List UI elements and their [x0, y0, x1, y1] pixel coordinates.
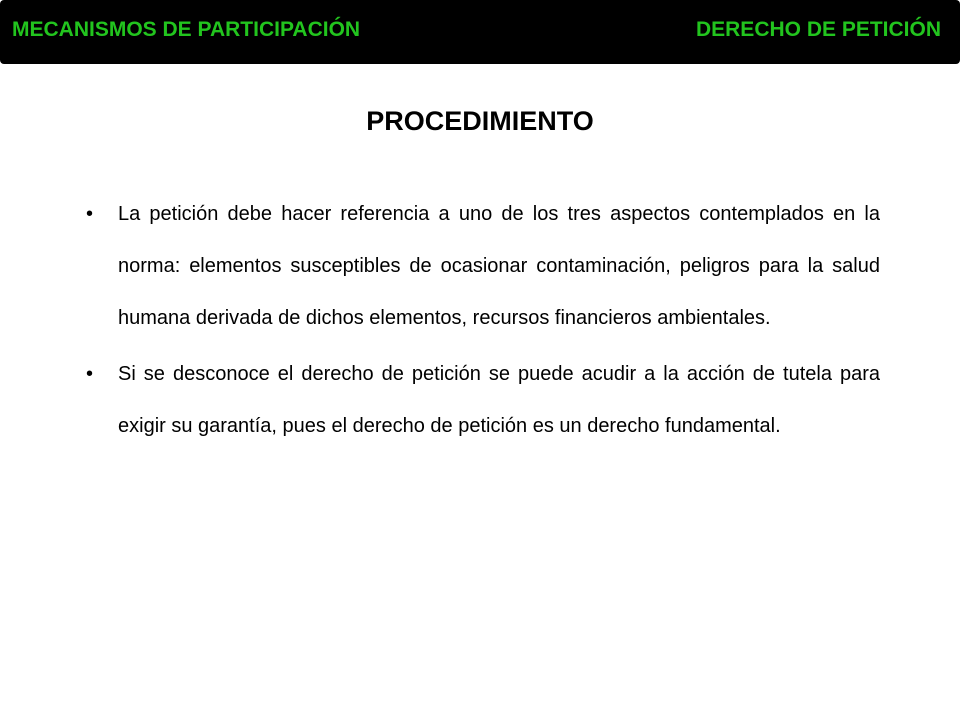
- bullet-item: [86, 348, 880, 452]
- slide-title: PROCEDIMIENTO: [366, 106, 594, 136]
- bullet-marker: •: [86, 203, 94, 225]
- bullet-list: [0, 188, 960, 456]
- bullet-text: La petición debe hacer referencia a uno de los tres aspectos contemplados en la norma: elementos susceptibles de ocasionar contaminación, peligros para la salud humana derivada de dichos elementos, recursos financieros ambientales.: [118, 203, 880, 329]
- bullet-item: [86, 188, 880, 344]
- bullet-text: Si se desconoce el derecho de petición se puede acudir a la acción de tutela para exigir su garantía, pues el derecho de petición es un derecho fundamental.: [118, 363, 880, 437]
- header-left-label: MECANISMOS DE PARTICIPACIÓN: [12, 18, 361, 41]
- slide-header-bar: [0, 0, 960, 64]
- header-right-label: DERECHO DE PETICIÓN: [695, 18, 941, 41]
- bullet-marker: •: [86, 363, 94, 385]
